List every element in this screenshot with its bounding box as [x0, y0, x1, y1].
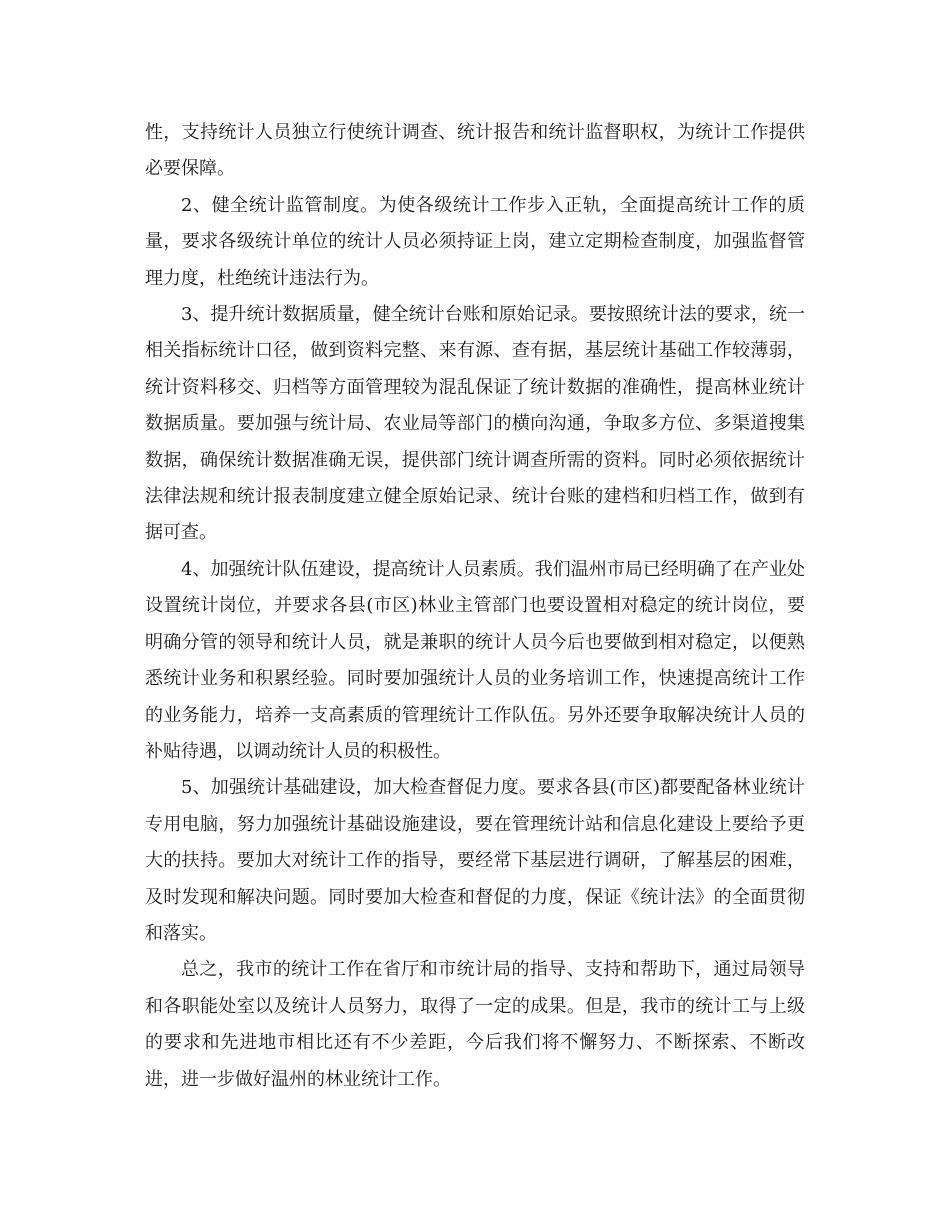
paragraph-item-5: 5、加强统计基础建设，加大检查督促力度。要求各县(市区)都要配备林业统计专用电脑，努力加强统计基础设施建设，要在管理统计站和信息化建设上要给予更大的扶持。要加大对统计工作的指导，要经常下基层进行调研，了解基层的困难，及时发现和解决问题。同时要加大检查和督促的力度，保证《统计法》的全面贯彻和落实。	[145, 777, 805, 944]
document-body	[145, 115, 805, 1098]
paragraph-conclusion: 总之，我市的统计工作在省厅和市统计局的指导、支持和帮助下，通过局领导和各职能处室以及统计人员努力，取得了一定的成果。但是，我市的统计工与上级的要求和先进地市相比还有不少差距，今后我们将不懈努力、不断探索、不断改进，进一步做好温州的林业统计工作。	[145, 959, 805, 1090]
paragraph-item-4: 4、加强统计队伍建设，提高统计人员素质。我们温州市局已经明确了在产业处设置统计岗位，并要求各县(市区)林业主管部门也要设置相对稳定的统计岗位，要明确分管的领导和统计人员，就是兼职的统计人员今后也要做到相对稳定，以便熟悉统计业务和积累经验。同时要加强统计人员的业务培训工作，快速提高统计工作的业务能力，培养一支高素质的管理统计工作队伍。另外还要争取解决统计人员的补贴待遇，以调动统计人员的积极性。	[145, 558, 805, 762]
paragraph-item-3: 3、提升统计数据质量，健全统计台账和原始记录。要按照统计法的要求，统一相关指标统计口径，做到资料完整、来有源、查有据，基层统计基础工作较薄弱，统计资料移交、归档等方面管理较为混乱保证了统计数据的准确性，提高林业统计数据质量。要加强与统计局、农业局等部门的横向沟通，争取多方位、多渠道搜集数据，确保统计数据准确无误，提供部门统计调查所需的资料。同时必须依据统计法律法规和统计报表制度建立健全原始记录、统计台账的建档和归档工作，做到有据可查。	[145, 304, 805, 544]
paragraph-item-2: 2、健全统计监管制度。为使各级统计工作步入正轨，全面提高统计工作的质量，要求各级统计单位的统计人员必须持证上岗，建立定期检查制度，加强监督管理力度，杜绝统计违法行为。	[145, 194, 805, 289]
paragraph-continuation: 性，支持统计人员独立行使统计调查、统计报告和统计监督职权，为统计工作提供必要保障。	[145, 122, 805, 180]
